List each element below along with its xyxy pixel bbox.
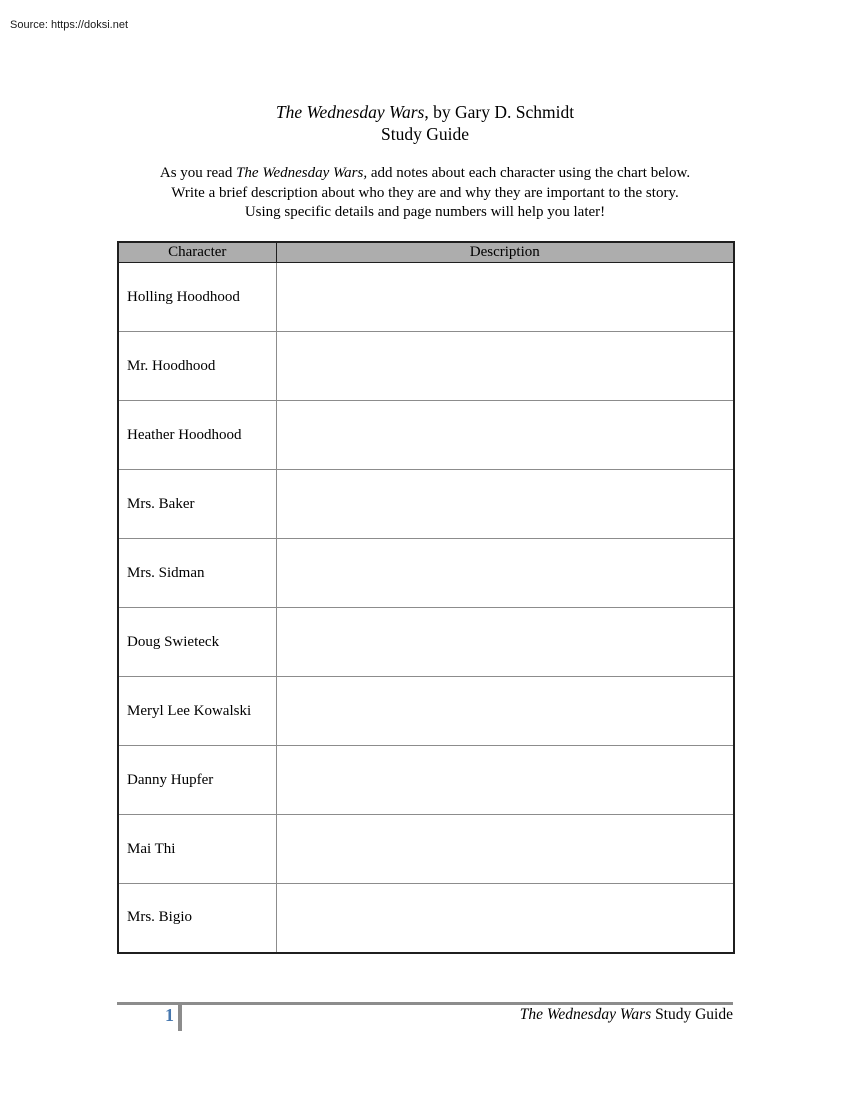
description-cell (276, 332, 734, 401)
column-header-character: Character (118, 242, 276, 263)
character-name-cell: Danny Hupfer (118, 746, 276, 815)
table-row (118, 263, 734, 332)
table-row (118, 332, 734, 401)
table-header-row (118, 242, 734, 263)
instructions-line-1 (0, 164, 850, 184)
character-name-cell: Doug Swieteck (118, 608, 276, 677)
description-cell (276, 470, 734, 539)
character-table-body (118, 263, 734, 953)
character-name-cell: Holling Hoodhood (118, 263, 276, 332)
table-row (118, 470, 734, 539)
instructions-text: As you read (159, 165, 237, 181)
character-name-cell: Heather Hoodhood (118, 401, 276, 470)
character-name-cell: Mr. Hoodhood (118, 332, 276, 401)
table-row (118, 746, 734, 815)
page-number: 1 (165, 1005, 174, 1025)
table-row (118, 608, 734, 677)
description-cell (276, 401, 734, 470)
footer-doc-title (520, 1006, 733, 1024)
footer-divider-bar (178, 1002, 182, 1031)
source-url: Source: https://doksi.net (10, 19, 129, 31)
document-title (0, 101, 850, 145)
table-row (118, 401, 734, 470)
table-row (118, 815, 734, 884)
book-title-inline: The Wednesday Wars, (236, 165, 368, 181)
description-cell (276, 539, 734, 608)
description-cell (276, 263, 734, 332)
instructions-text: add notes about each character using the chart below. (367, 165, 691, 181)
character-name-cell: Mai Thi (118, 815, 276, 884)
description-cell (276, 608, 734, 677)
table-row (118, 677, 734, 746)
table-row (118, 884, 734, 953)
description-cell (276, 746, 734, 815)
description-cell (276, 815, 734, 884)
description-cell (276, 884, 734, 953)
character-name-cell: Mrs. Bigio (118, 884, 276, 953)
table-row (118, 539, 734, 608)
title-line (0, 101, 850, 123)
footer-book-title: The Wednesday Wars (519, 1006, 652, 1023)
footer-rule (117, 1002, 733, 1005)
instructions-line-2: Write a brief description about who they are and why they are important to the story. (171, 184, 679, 201)
document-subtitle: Study Guide (381, 124, 469, 144)
character-name-cell: Meryl Lee Kowalski (118, 677, 276, 746)
character-table (117, 241, 735, 954)
instructions-line-3: Using specific details and page numbers will help you later! (244, 204, 606, 220)
column-header-description: Description (276, 242, 734, 263)
character-name-cell: Mrs. Baker (118, 470, 276, 539)
description-cell (276, 677, 734, 746)
title-author: , by Gary D. Schmidt (424, 102, 575, 122)
instructions (0, 164, 850, 223)
footer-doc-title-rest: Study Guide (651, 1006, 733, 1023)
book-title: The Wednesday Wars (275, 102, 425, 122)
character-name-cell: Mrs. Sidman (118, 539, 276, 608)
